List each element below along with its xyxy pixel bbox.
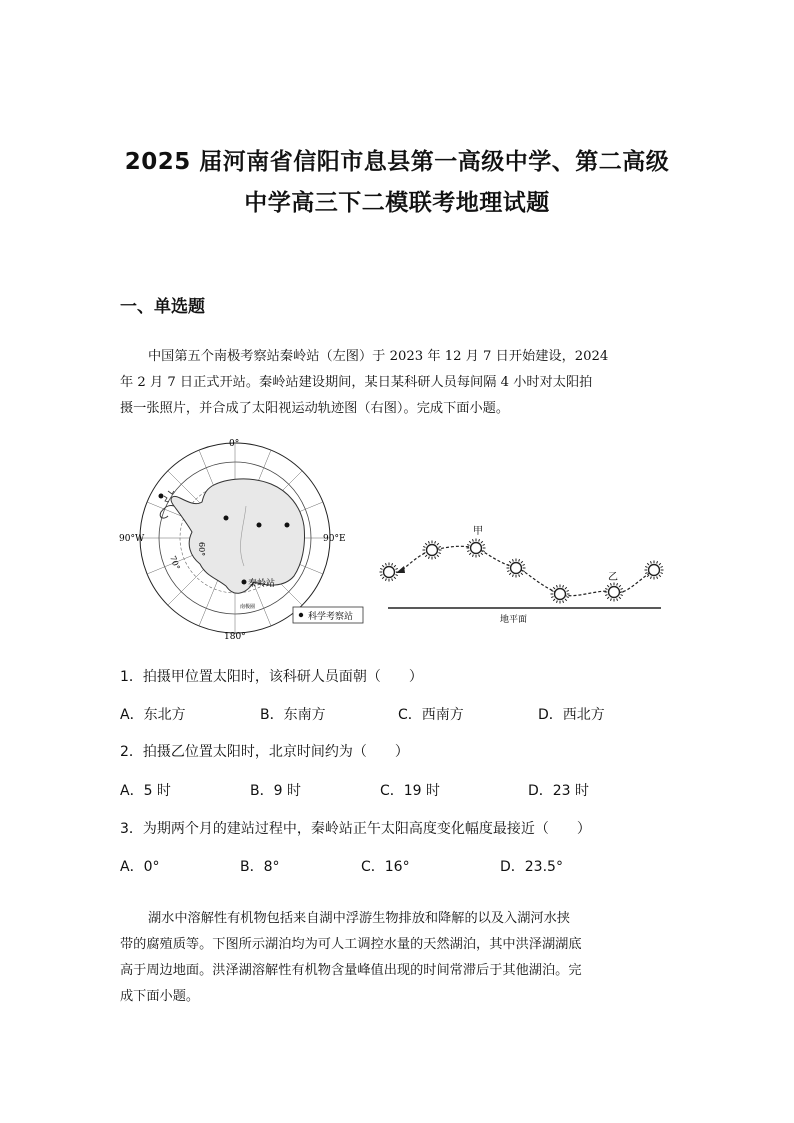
sun-label-jia: 甲 (473, 526, 483, 537)
map-label-antarctic-circle: 南极圈 (240, 604, 256, 610)
question-3-option-a[interactable]: A．0° (120, 859, 160, 875)
horizon-label: 地平面 (500, 615, 528, 625)
question-1-stem: 1．拍摄甲位置太阳时，该科研人员面朝（ ） (120, 669, 423, 685)
question-1-option-d[interactable]: D．西北方 (538, 707, 605, 723)
section-heading: 一、单选题 (120, 297, 205, 317)
passage-1-line-3: 摄一张照片，并合成了太阳视运动轨迹图（右图）。完成下面小题。 (120, 401, 510, 416)
question-3-option-d[interactable]: D．23.5° (500, 859, 563, 875)
map-label-60: 60° (197, 542, 206, 557)
passage-2-line-3: 高于周边地面。洪泽湖溶解性有机物含量峰值出现的时间常滞后于其他湖泊。完 (120, 963, 582, 978)
map-label-90e: 90°E (323, 534, 346, 544)
passage-2-line-4: 成下面小题。 (120, 989, 200, 1004)
question-3-option-b[interactable]: B．8° (240, 859, 280, 875)
passage-2-line-2: 带的腐殖质等。下图所示湖泊均为可人工调控水量的天然湖泊，其中洪泽湖湖底 (120, 937, 582, 952)
passage-1 (120, 344, 675, 422)
map-label-qinling-station: 秦岭站 (248, 579, 276, 589)
question-2-stem: 2．拍摄乙位置太阳时，北京时间约为（ ） (120, 744, 409, 760)
sun-icon-1 (645, 561, 664, 580)
passage-2 (120, 906, 675, 1010)
map-label-180: 180° (224, 632, 246, 642)
antarctica-landmass (171, 479, 304, 593)
document-title-line-2: 中学高三下二模联考地理试题 (244, 190, 550, 216)
passage-1-line-1: 中国第五个南极考察站秦岭站（左图）于 2023 年 12 月 7 日开始建设，2024 (148, 349, 609, 364)
question-1-option-c[interactable]: C．西南方 (398, 707, 464, 723)
question-2-option-b[interactable]: B．9 时 (250, 783, 301, 799)
question-3-stem: 3．为期两个月的建站过程中，秦岭站正午太阳高度变化幅度最接近（ ） (120, 821, 591, 837)
question-2-option-a[interactable]: A．5 时 (120, 783, 171, 799)
antarctica-map-figure (116, 436, 366, 642)
sun-icon-jia (467, 539, 486, 558)
question-2-option-d[interactable]: D．23 时 (528, 783, 590, 799)
sun-label-yi: 乙 (608, 572, 618, 583)
sun-path-figure (376, 520, 668, 630)
map-label-70: 70° (168, 554, 182, 572)
sun-icon-7 (380, 563, 399, 582)
map-label-90w: 90°W (119, 534, 145, 544)
sun-icon-6 (423, 541, 442, 560)
question-1-option-a[interactable]: A．东北方 (120, 707, 186, 723)
passage-2-line-1: 湖水中溶解性有机物包括来自湖中浮游生物排放和降解的以及入湖河水挟 (148, 911, 570, 926)
sun-icon-3 (551, 585, 570, 604)
question-3-option-c[interactable]: C．16° (361, 859, 410, 875)
question-1-option-b[interactable]: B．东南方 (260, 707, 326, 723)
sun-icon-4 (507, 559, 526, 578)
question-2-option-c[interactable]: C．19 时 (380, 783, 441, 799)
passage-1-line-2: 年 2 月 7 日正式开站。秦岭站建设期间，某日某科研人员每间隔 4 小时对太阳拍 (120, 375, 593, 390)
document-title-line-1: 2025 届河南省信阳市息县第一高级中学、第二高级 (124, 149, 670, 175)
map-legend-text: 科学考察站 (308, 612, 354, 622)
map-label-0: 0° (229, 439, 240, 449)
